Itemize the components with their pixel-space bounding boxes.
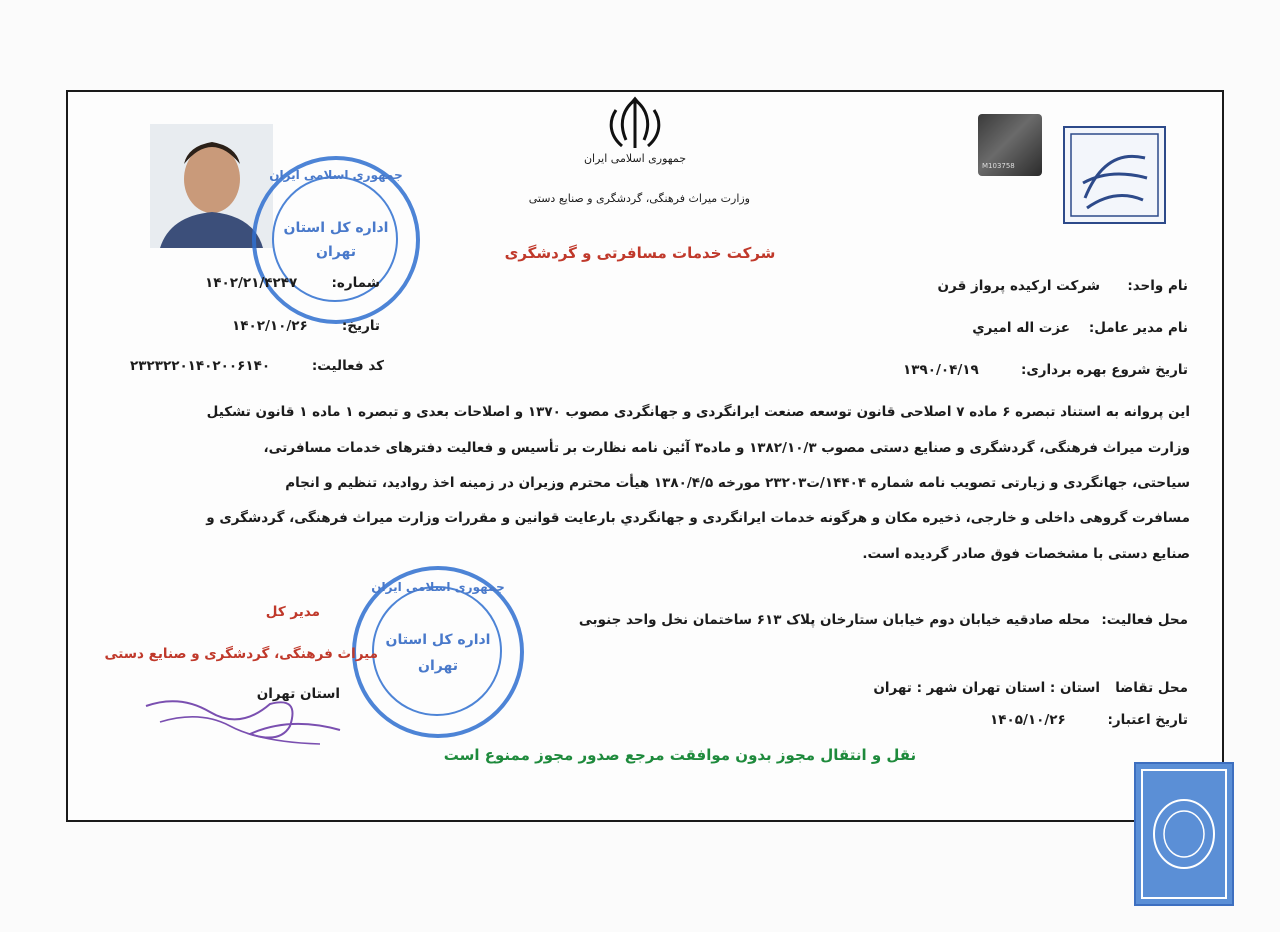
body-line-2: وزارت میراث فرهنگی، گردشگری و صنایع دستی مصوب ۱۳۸۲/۱۰/۳ و ماده۳ آئین نامه نظارت بر تأسیس و فعالیت دفترهای خدمات مسافرتی، xyxy=(263,440,1190,456)
date-value: ۱۴۰۲/۱۰/۲۶ xyxy=(232,318,308,334)
certificate-title: شرکت خدمات مسافرتی و گردشگری xyxy=(504,244,776,262)
manager-value: عزت اله امیري xyxy=(972,320,1070,336)
seal-top-text: جمهوری اسلامی ایران xyxy=(269,168,403,182)
body-line-3: سیاحتی، جهانگردی و زیارتی تصویب نامه شماره ۱۴۴۰۴/ت۲۳۲۰۳ مورخه ۱۳۸۰/۴/۵ هیأت محترم وزیران در زمینه اخذ روادید، تنظیم و انجام xyxy=(285,475,1190,491)
transfer-notice: نقل و انتقال مجوز بدون موافقت مرجع صدور مجوز ممنوع است xyxy=(443,746,917,764)
iran-emblem-icon xyxy=(604,96,666,150)
validity-label: تاریخ اعتبار: xyxy=(1107,712,1188,728)
start-date-value: ۱۳۹۰/۰۴/۱۹ xyxy=(903,362,979,378)
activity-place-label: محل فعالیت: xyxy=(1101,612,1188,628)
number-label: شماره: xyxy=(331,275,380,291)
unit-label: نام واحد: xyxy=(1127,278,1188,294)
unit-value: شرکت ارکیده پرواز قرن xyxy=(937,278,1100,294)
hologram-sticker xyxy=(978,114,1042,176)
seal-bottom-top-text: جمهوری اسلامی ایران xyxy=(371,580,505,594)
seal-center-text-1: اداره کل استان xyxy=(283,220,389,236)
body-line-5: صنایع دستی با مشخصات فوق صادر گردیده است. xyxy=(862,546,1190,562)
ministry-logo xyxy=(1063,126,1166,224)
signer-province: استان تهران xyxy=(256,686,340,702)
request-place-value: استان : استان تهران شهر : تهران xyxy=(873,680,1100,696)
ministry-logo-mark xyxy=(1065,128,1164,222)
signature-scribble xyxy=(140,686,360,750)
number-value: ۱۴۰۲/۲۱/۴۲۴۷ xyxy=(205,275,298,291)
seal-bottom-center-text-1: اداره کل استان xyxy=(385,632,491,648)
request-place-label: محل تقاضا xyxy=(1115,680,1188,696)
signer-org: میراث فرهنگی، گردشگری و صنایع دستی xyxy=(104,646,378,662)
revenue-stamp xyxy=(1134,762,1234,906)
ministry-name: وزارت میراث فرهنگی، گردشگری و صنایع دستی xyxy=(528,192,750,205)
validity-value: ۱۴۰۵/۱۰/۲۶ xyxy=(990,712,1066,728)
official-seal-top xyxy=(252,156,420,324)
activity-code-value: ۲۳۲۳۲۲۰۱۴۰۲۰۰۶۱۴۰ xyxy=(130,358,271,374)
activity-place-value: محله صادقیه خیابان دوم خیابان ستارخان پلاک ۶۱۳ ساختمان نخل واحد جنوبی xyxy=(578,612,1090,628)
body-line-4: مسافرت گروهی داخلی و خارجی، ذخیره مکان و هرگونه خدمات ایرانگردی و جهانگردي بارعایت قوانین و مقررات وزارت میراث فرهنگی، گردشگری و xyxy=(206,510,1190,526)
date-label: تاریخ: xyxy=(341,318,380,334)
hologram-code: M103758 xyxy=(982,162,1015,170)
signer-title: مدیر کل xyxy=(265,604,320,620)
country-name: جمهوری اسلامی ایران xyxy=(583,152,687,165)
seal-center-text-2: تهران xyxy=(316,244,356,260)
start-date-label: تاریخ شروع بهره برداری: xyxy=(1020,362,1188,378)
body-line-1: این پروانه به استناد تبصره ۶ ماده ۷ اصلاحی قانون توسعه صنعت ایرانگردی و جهانگردی مصوب ۱۳۷۰ و اصلاحات بعدی و تبصره ۱ ماده ۱ قانون تشکیل xyxy=(206,404,1190,420)
manager-label: نام مدیر عامل: xyxy=(1088,320,1188,336)
seal-bottom-center-text-2: تهران xyxy=(418,658,458,674)
activity-code-label: کد فعالیت: xyxy=(311,358,384,374)
